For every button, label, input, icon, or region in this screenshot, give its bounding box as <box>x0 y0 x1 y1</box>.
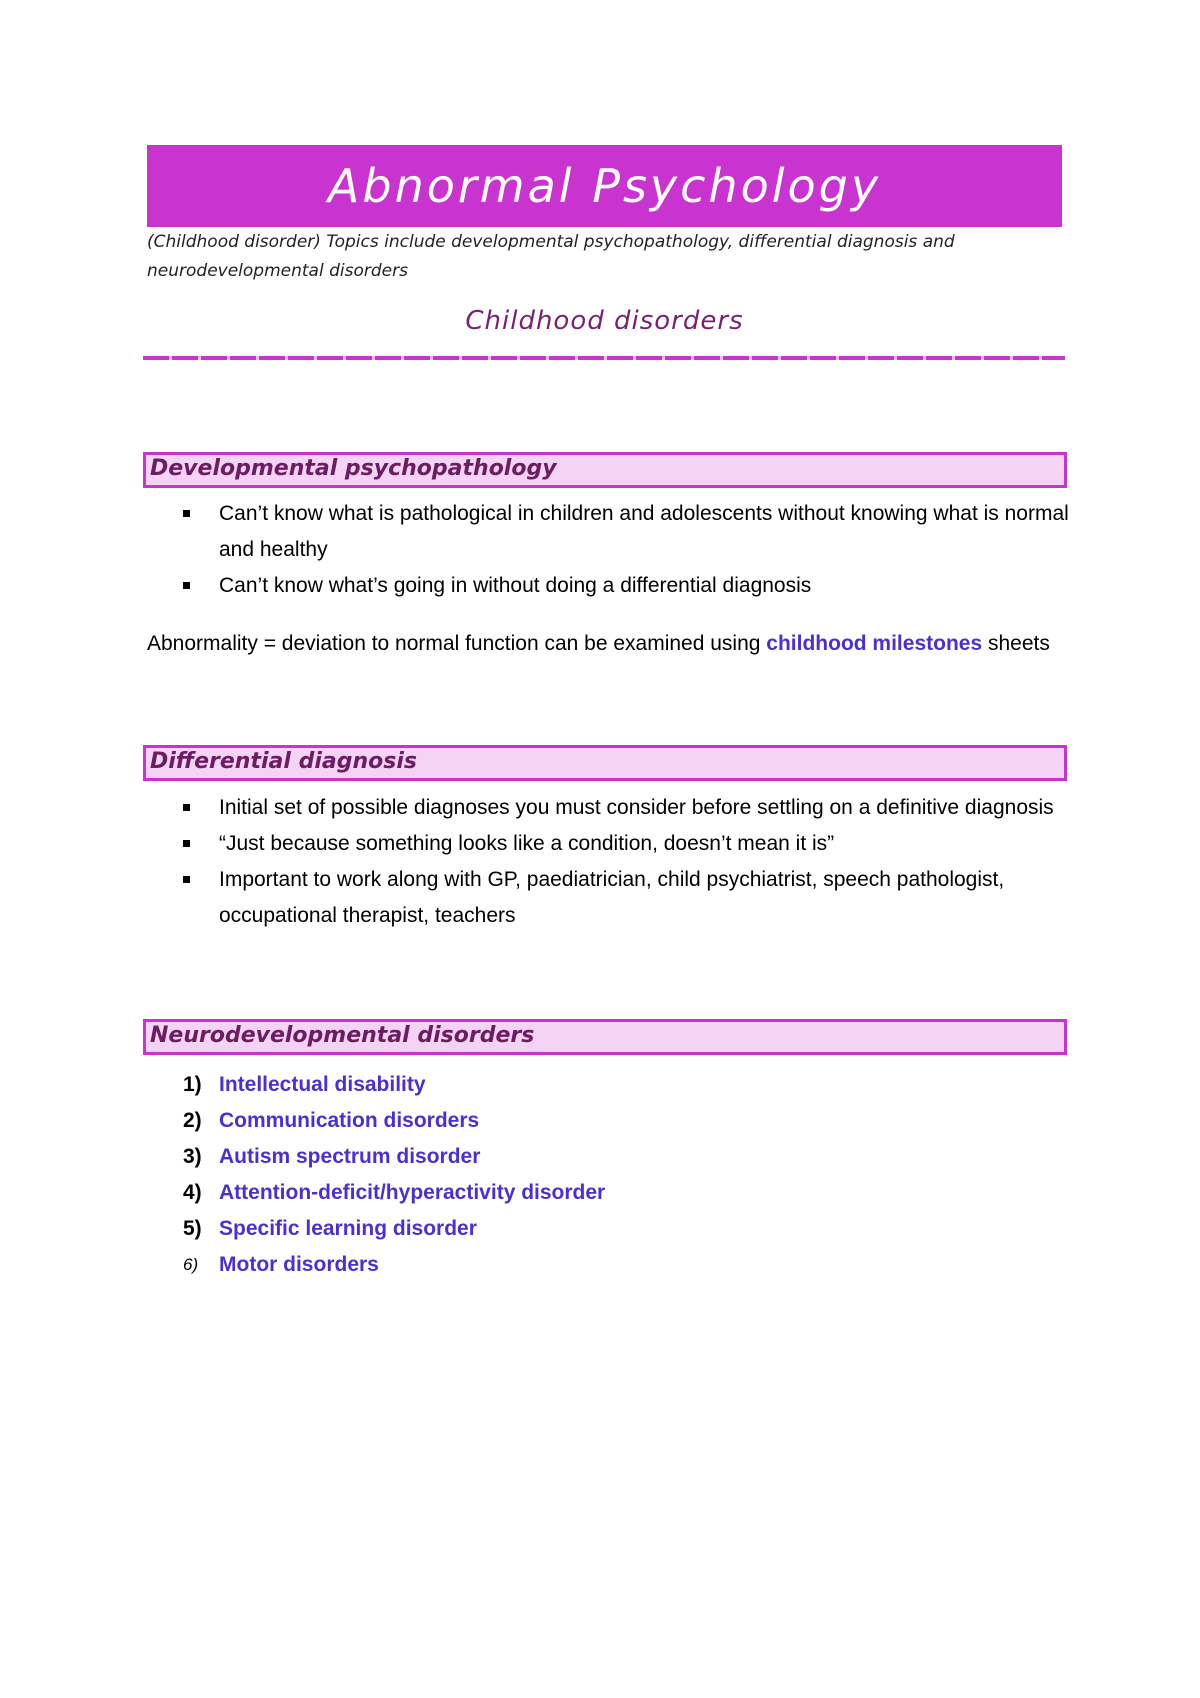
list-item <box>183 1067 605 1103</box>
list-number: 6) <box>183 1255 199 1274</box>
list-item <box>183 862 1073 934</box>
paragraph-text-end: sheets <box>982 632 1050 655</box>
motor-disorders-link[interactable]: Motor disorders <box>219 1253 379 1276</box>
list-number: 4) <box>183 1181 202 1204</box>
communication-disorders-link[interactable]: Communication disorders <box>219 1109 480 1132</box>
square-bullet-icon <box>183 510 190 517</box>
paragraph-text: Abnormality = deviation to normal function can be examined using <box>147 632 767 655</box>
bullet-list <box>183 496 1073 604</box>
heading-label: Developmental psychopathology <box>150 456 557 481</box>
heading-label: Differential diagnosis <box>150 749 417 774</box>
list-number: 3) <box>183 1145 202 1168</box>
heading-differential-diagnosis <box>143 745 1067 781</box>
list-item-text: Can’t know what is pathological in children and adolescents without knowing what is normal and healthy <box>219 502 1069 561</box>
list-item <box>183 1211 605 1247</box>
list-item-text: “Just because something looks like a condition, doesn’t mean it is” <box>219 832 835 855</box>
document-subtitle: (Childhood disorder) Topics include developmental psychopathology, differential diagnosis and neurodevelopmental disorders <box>147 232 955 281</box>
adhd-link[interactable]: Attention-deficit/hyperactivity disorder <box>219 1181 606 1204</box>
list-item <box>183 826 1073 862</box>
list-item <box>183 496 1073 568</box>
bullet-list <box>183 790 1073 934</box>
title-banner <box>147 145 1062 227</box>
list-item <box>183 790 1073 826</box>
list-item-text: Can’t know what’s going in without doing a differential diagnosis <box>219 574 812 597</box>
square-bullet-icon <box>183 840 190 847</box>
list-number: 1) <box>183 1073 202 1096</box>
disorder-list <box>183 1067 605 1283</box>
list-number: 2) <box>183 1109 202 1132</box>
square-bullet-icon <box>183 582 190 589</box>
childhood-milestones-link[interactable]: childhood milestones <box>766 632 983 655</box>
list-item <box>183 568 1073 604</box>
autism-spectrum-disorder-link[interactable]: Autism spectrum disorder <box>219 1145 481 1168</box>
list-item-text: Important to work along with GP, paediatrician, child psychiatrist, speech pathologist, occupational therapist, teachers <box>219 868 1005 927</box>
heading-developmental-psychopathology <box>143 452 1067 488</box>
document-title: Abnormal Psychology <box>327 159 882 213</box>
section-divider <box>143 356 1065 360</box>
intellectual-disability-link[interactable]: Intellectual disability <box>219 1073 426 1096</box>
list-number: 5) <box>183 1217 202 1240</box>
list-item-text: Initial set of possible diagnoses you must consider before settling on a definitive diagnosis <box>219 796 1054 819</box>
heading-neurodevelopmental-disorders <box>143 1019 1067 1055</box>
list-item <box>183 1247 605 1283</box>
square-bullet-icon <box>183 876 190 883</box>
section-title: Childhood disorders <box>465 306 744 336</box>
abnormality-paragraph <box>147 626 1067 662</box>
list-item <box>183 1139 605 1175</box>
list-item <box>183 1103 605 1139</box>
square-bullet-icon <box>183 804 190 811</box>
specific-learning-disorder-link[interactable]: Specific learning disorder <box>219 1217 477 1240</box>
heading-label: Neurodevelopmental disorders <box>150 1023 535 1048</box>
list-item <box>183 1175 605 1211</box>
